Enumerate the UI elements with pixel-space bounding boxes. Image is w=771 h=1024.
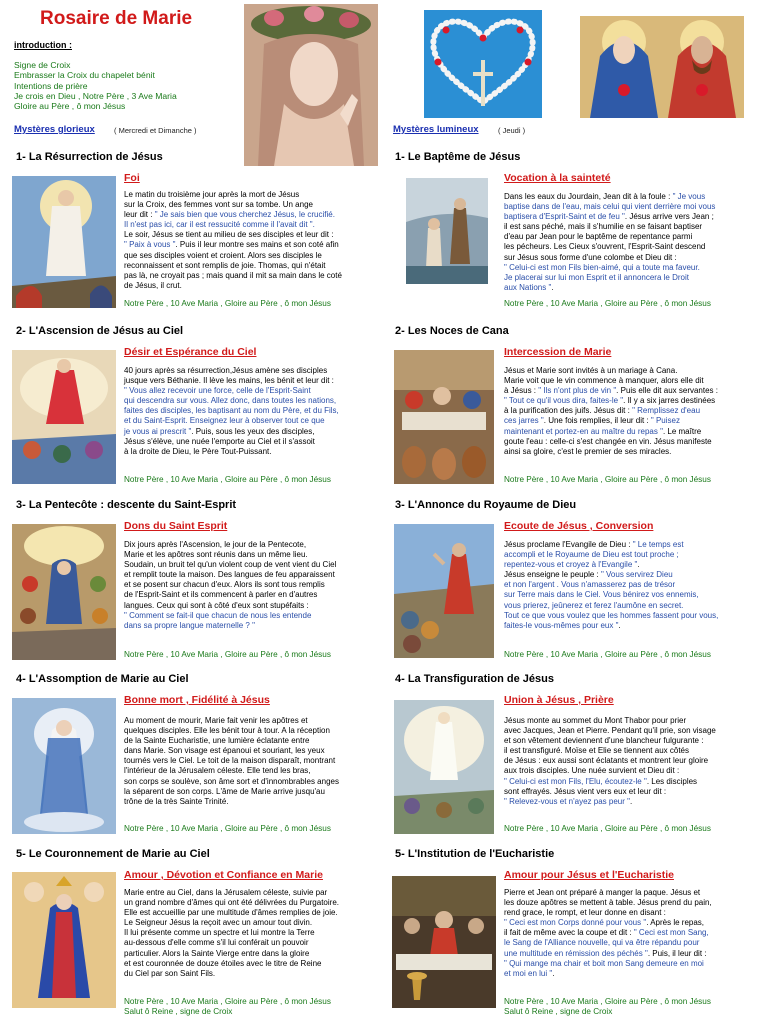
luminous-mystery-2-prayer: Notre Père , 10 Ave Maria , Gloire au Père , ô mon Jésus	[504, 475, 711, 484]
luminous-mystery-3-prayer: Notre Père , 10 Ave Maria , Gloire au Père , ô mon Jésus	[504, 650, 711, 659]
text-line: je vous ai prescrit ". Puis, sous les yeux des disciples,	[124, 426, 315, 436]
text-line: ces jarres ". Une fois remplies, il leur dit : " Puisez	[504, 416, 680, 426]
resurrection-image	[12, 176, 116, 308]
text-line: 40 jours après sa résurrection,Jésus amène ses disciples	[124, 366, 328, 375]
glorious-mystery-3-fruit: Dons du Saint Esprit	[124, 520, 228, 532]
luminous-mysteries-heading: Mystères lumineux	[393, 124, 479, 135]
text-line: baptise dans de l'eau, mais celui qui vient derrière moi vous	[504, 202, 716, 212]
text-line: accompli et le Royaume de Dieu est tout proche ;	[504, 550, 679, 560]
text-line: il fait de même avec la coupe et dit : " Ceci est mon Sang,	[504, 928, 709, 938]
text-line: à la droite de Dieu, le Père Tout-Puissant.	[124, 446, 272, 456]
text-line: Au moment de mourir, Marie fait venir les apôtres et	[124, 716, 308, 725]
glorious-mystery-4-fruit: Bonne mort , Fidélité à Jésus	[124, 694, 270, 706]
pentecost-image	[12, 524, 116, 660]
intro-list	[14, 60, 177, 111]
text-line: dans sa propre langue maternelle ? "	[124, 620, 255, 630]
text-line: que ses disciples voient et croient. Alors ses disciples le	[124, 250, 322, 260]
intro-heading: introduction :	[14, 40, 72, 50]
glorious-mystery-1-text	[124, 190, 376, 291]
text-line: et non l'argent . Vous n'amasserez pas de trésor	[504, 580, 676, 590]
glorious-mystery-3-text	[124, 540, 376, 631]
intro-line: Je crois en Dieu , Notre Père , 3 Ave Maria	[14, 90, 177, 101]
text-line: le Sang de l'Alliance nouvelle, qui va être répandu pour	[504, 938, 700, 948]
luminous-mystery-4-fruit: Union à Jésus , Prière	[504, 694, 614, 706]
text-line: dans Marie. Son visage est épanoui et souriant, les yeux	[124, 746, 325, 756]
text-line: aux Nations ".	[504, 282, 554, 292]
text-line: " Tout ce qu'il vous dira, faites-le ". Il y a six jarres destinées	[504, 396, 716, 406]
text-line: Jésus et Marie sont invités à un mariage à Cana.	[504, 366, 678, 375]
text-line: une multitude en rémission des péchés ". Puis, il leur dit :	[504, 948, 707, 958]
last-supper-image	[392, 876, 496, 1008]
glorious-mystery-5-text	[124, 888, 376, 979]
text-line: avec Jacques, Jean et Pierre. Pendant qu'il prie, son visage	[504, 726, 716, 736]
text-line: il est sans péché, mais il s'humilie en se faisant baptiser	[504, 222, 703, 232]
glorious-mystery-4-title: 4- L'Assomption de Marie au Ciel	[16, 673, 189, 685]
glorious-mystery-3-prayer: Notre Père , 10 Ave Maria , Gloire au Père , ô mon Jésus	[124, 650, 331, 659]
luminous-mystery-3-title: 3- L'Annonce du Royaume de Dieu	[395, 499, 577, 511]
text-line: son corps se soulève, son âme sort et d'innombrables anges	[124, 776, 339, 786]
text-line: les pécheurs. Les Cieux s'ouvrent, l'Esprit-Saint descend	[504, 242, 706, 252]
text-line: " Qui mange ma chair et boit mon Sang demeure en moi	[504, 958, 704, 968]
kingdom-of-god-image	[394, 524, 494, 658]
text-line: baptisera d'Esprit-Saint et de feu ". Jésus arrive vers Jean ;	[504, 212, 714, 222]
text-line: " Comment se fait-il que chacun de nous les entende	[124, 610, 312, 620]
luminous-mystery-3-fruit: Ecoute de Jésus , Conversion	[504, 520, 654, 532]
text-line: " Vous allez recevoir une force, celle de l'Esprit-Saint	[124, 386, 311, 396]
text-line: et est couronnée de douze étoiles avec le titre de Reine	[124, 958, 322, 968]
text-line: et du Saint-Esprit. Enseignez leur à observer tout ce que	[124, 416, 325, 426]
text-line: les douze apôtres se mettent à table. Jésus prend du pain,	[504, 898, 712, 908]
text-line: Jésus monte au sommet du Mont Thabor pour prier	[504, 716, 687, 725]
text-line: Marie voit que le vin commence à manquer, alors elle dit	[504, 376, 704, 386]
text-line: trône de la très Sainte Trinité.	[124, 796, 229, 806]
text-line: sur la Croix, des femmes vont sur sa tombe. Un ange	[124, 200, 313, 210]
text-line: de Jésus : eux aussi sont éclatants et montrent leur gloire	[504, 756, 709, 766]
text-line: à la purification des juifs. Jésus dit : " Remplissez d'eau	[504, 406, 701, 416]
text-line: Jésus enseigne le peuple : " Vous servirez Dieu	[504, 570, 673, 580]
text-line: à Jésus : " Ils n'ont plus de vin ". Puis elle dit aux servantes :	[504, 386, 718, 396]
baptism-image	[406, 178, 488, 284]
text-line: Il n'est pas ici, car il est ressucité comme il l'avait dit ".	[124, 220, 315, 230]
luminous-mystery-5-title: 5- L'Institution de l'Eucharistie	[395, 848, 555, 860]
rosary-heart-image	[424, 10, 542, 118]
text-line: goute l'eau : celle-ci s'est changée en vin. Jésus manifeste	[504, 436, 712, 446]
text-line: de Jésus, il crut.	[124, 280, 182, 290]
text-line: Le soir, Jésus se tient au milieu de ses disciples et leur dit :	[124, 230, 334, 240]
text-line: faites-le vous-mêmes pour eux ".	[504, 620, 621, 630]
text-line: vous prierez, jeûnerez et ferez l'aumône en secret.	[504, 600, 684, 610]
glorious-mystery-1-fruit: Foi	[124, 172, 140, 184]
text-line: " Celui-ci est mon Fils bien-aimé, qui a toute ma faveur.	[504, 262, 700, 272]
text-line: Le matin du troisième jour après la mort de Jésus	[124, 190, 300, 199]
text-line: et son vêtement deviennent d'une blancheur fulgurante :	[504, 736, 704, 746]
luminous-mystery-1-text	[504, 192, 756, 293]
luminous-mystery-4-text	[504, 716, 756, 807]
luminous-mystery-5-text	[504, 888, 756, 979]
intro-line: Embrasser la Croix du chapelet bénit	[14, 70, 155, 81]
virgin-mary-portrait-image	[244, 4, 378, 166]
text-line: leur dit : " Je sais bien que vous cherchez Jésus, le crucifié.	[124, 210, 335, 220]
text-line: Marie et les apôtres sont réunis dans un même lieu.	[124, 550, 308, 560]
text-line: ainsi sa gloire, c'est le premier de ses miracles.	[504, 446, 672, 456]
glorious-mystery-2-text	[124, 366, 376, 457]
luminous-mystery-2-text	[504, 366, 756, 457]
text-line: Le Seigneur Jésus la reçoit avec un amour tout divin.	[124, 918, 313, 928]
glorious-mystery-1-title: 1- La Résurrection de Jésus	[16, 151, 163, 163]
luminous-mystery-5-fruit: Amour pour Jésus et l'Eucharistie	[504, 869, 674, 881]
text-line: qui descendra sur vous. Allez donc, dans toutes les nations,	[124, 396, 337, 406]
luminous-mystery-2-title: 2- Les Noces de Cana	[395, 325, 509, 337]
text-line: sont effrayés. Jésus vient vers eux et leur dit :	[504, 786, 667, 796]
glorious-mystery-5-prayer: Notre Père , 10 Ave Maria , Gloire au Père , ô mon Jésus Salut ô Reine , signe de Croix	[124, 997, 331, 1017]
intro-line: Signe de Croix	[14, 60, 71, 70]
text-line: Pierre et Jean ont préparé à manger la paque. Jésus et	[504, 888, 701, 897]
text-line: Tout ce que vous voulez que les hommes fassent pour vous,	[504, 610, 719, 620]
text-line: Dix jours après l'Ascension, le jour de la Pentecote,	[124, 540, 307, 549]
text-line: de la Sainte Eucharistie, une lumière éclatante entre	[124, 736, 310, 746]
text-line: faites des disciples, les baptisant au nom du Père, et du Fils,	[124, 406, 339, 416]
luminous-mystery-1-fruit: Vocation à la sainteté	[504, 172, 611, 184]
intro-line: Gloire au Père , ô mon Jésus	[14, 101, 126, 112]
glorious-mystery-5-title: 5- Le Couronnement de Marie au Ciel	[16, 848, 210, 860]
text-line: tournés vers le Ciel. Le toit de la maison disparaît, montrant	[124, 756, 336, 766]
glorious-mystery-2-fruit: Désir et Espérance du Ciel	[124, 346, 257, 358]
page-title: Rosaire de Marie	[40, 8, 193, 29]
luminous-mystery-4-title: 4- La Transfiguration de Jésus	[395, 673, 554, 685]
wedding-at-cana-image	[394, 350, 494, 484]
glorious-mystery-4-prayer: Notre Père , 10 Ave Maria , Gloire au Père , ô mon Jésus	[124, 824, 331, 833]
assumption-image	[12, 698, 116, 834]
glorious-mystery-1-prayer: Notre Père , 10 Ave Maria , Gloire au Père , ô mon Jésus	[124, 299, 331, 308]
sacred-hearts-image	[580, 16, 744, 118]
text-line: Jésus proclame l'Evangile de Dieu : " Le temps est	[504, 540, 684, 549]
text-line: il est transfiguré. Moïse et Elie se tiennent aux côtés	[504, 746, 689, 756]
glorious-mystery-3-title: 3- La Pentecôte : descente du Saint-Esprit	[16, 499, 237, 511]
text-line: au-dessous d'elle comme s'il lui conférait un pouvoir	[124, 938, 309, 948]
text-line: et se posent sur chacun d'eux. Alors ils sont tous remplis	[124, 580, 325, 590]
text-line: reconnaissent et sont remplis de joie. Thomas, qui n'était	[124, 260, 326, 270]
text-line: un grand nombre d'âmes qui ont été délivrées du Purgatoire.	[124, 898, 339, 908]
text-line: pas là, ne croyait pas ; mais quand il mit sa main dans le coté	[124, 270, 342, 280]
text-line: langues. Ceux qui sont à côté d'eux sont stupéfaits :	[124, 600, 309, 610]
luminous-mystery-1-title: 1- Le Baptême de Jésus	[395, 151, 521, 163]
text-line: repentez-vous et croyez à l'Evangile ".	[504, 560, 640, 570]
glorious-mystery-2-prayer: Notre Père , 10 Ave Maria , Gloire au Père , ô mon Jésus	[124, 475, 331, 484]
text-line: " Celui-ci est mon Fils, l'Elu, écoutez-le ". Les disciples	[504, 776, 698, 786]
text-line: Marie entre au Ciel, dans la Jérusalem céleste, suivie par	[124, 888, 328, 897]
text-line: l'intérieur de la Jérusalem céleste. Elle tend les bras,	[124, 766, 311, 776]
text-line: particulier. Alors la Sainte Vierge entre dans la gloire	[124, 948, 310, 958]
text-line: du Ciel par son Saint Fils.	[124, 968, 216, 978]
text-line: Soudain, un bruit tel qu'un violent coup de vent vient du Ciel	[124, 560, 337, 570]
luminous-mystery-5-prayer: Notre Père , 10 Ave Maria , Gloire au Père , ô mon Jésus Salut ô Reine , signe de Croix	[504, 997, 711, 1017]
text-line: Elle est accueillie par une multitude d'âmes remplies de joie.	[124, 908, 338, 918]
luminous-mystery-3-text	[504, 540, 756, 631]
glorious-mystery-4-text	[124, 716, 376, 807]
ascension-image	[12, 350, 116, 484]
text-line: Dans les eaux du Jourdain, Jean dit à la foule : " Je vous	[504, 192, 706, 201]
luminous-mystery-4-prayer: Notre Père , 10 Ave Maria , Gloire au Père , ô mon Jésus	[504, 824, 711, 833]
text-line: maintenant et portez-en au maître du repas ". Le maître	[504, 426, 702, 436]
glorious-mystery-2-title: 2- L'Ascension de Jésus au Ciel	[16, 325, 184, 337]
text-line: " Relevez-vous et n'ayez pas peur ".	[504, 796, 633, 806]
text-line: aux trois disciples. Une nuée survient et Dieu dit :	[504, 766, 680, 776]
transfiguration-image	[394, 700, 494, 834]
text-line: sur Terre mais dans le Ciel. Vous bénirez vos ennemis,	[504, 590, 699, 600]
text-line: " Ceci est mon Corps donné pour vous ". Après le repas,	[504, 918, 705, 928]
intro-line: Intentions de prière	[14, 80, 88, 91]
luminous-days: ( Jeudi )	[498, 126, 526, 135]
glorious-mysteries-heading: Mystères glorieux	[14, 124, 95, 135]
glorious-days: ( Mercredi et Dimanche )	[114, 126, 197, 135]
text-line: sur Jésus sous forme d'une colombe et Dieu dit :	[504, 252, 677, 262]
text-line: et remplit toute la maison. Des langues de feu apparaissent	[124, 570, 335, 580]
text-line: d'eau par Jean pour le baptême de repentance parmi	[504, 232, 693, 242]
text-line: " Paix à vous ". Puis il leur montre ses mains et son coté afin	[124, 240, 339, 250]
text-line: rend grace, le rompt, et leur donne en disant :	[504, 908, 666, 918]
text-line: Il lui présente comme un spectre et lui montre la Terre	[124, 928, 315, 938]
text-line: Je placerai sur lui mon Esprit et il annoncera le Droit	[504, 272, 689, 282]
glorious-mystery-5-fruit: Amour , Dévotion et Confiance en Marie	[124, 869, 323, 881]
text-line: et moi en lui ".	[504, 968, 555, 978]
text-line: jusque vers Béthanie. Il lève les mains, les bénit et leur dit :	[124, 376, 334, 386]
text-line: la séparent de son corps. L'âme de Marie arrive jusqu'au	[124, 786, 325, 796]
text-line: quelques disciples. Elle les bénit tour à tour. A la réception	[124, 726, 330, 736]
luminous-mystery-1-prayer: Notre Père , 10 Ave Maria , Gloire au Père , ô mon Jésus	[504, 299, 711, 308]
text-line: Jésus s'élève, une nuée l'emporte au Ciel et il s'assoit	[124, 436, 315, 446]
coronation-image	[12, 872, 116, 1008]
text-line: de l'Esprit-Saint et ils commencent à parler en d'autres	[124, 590, 318, 600]
luminous-mystery-2-fruit: Intercession de Marie	[504, 346, 612, 358]
